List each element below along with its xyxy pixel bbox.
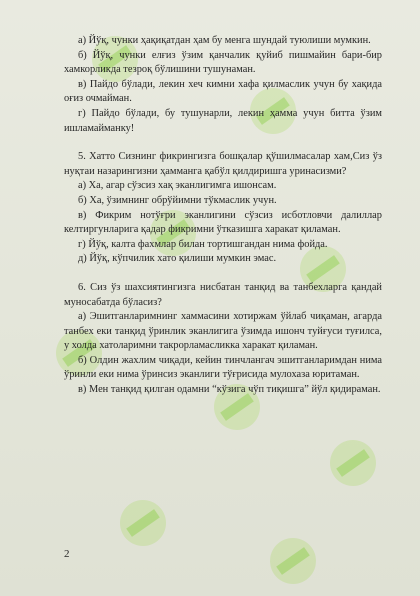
spacer [64, 267, 382, 281]
answer-option: а) Эшитганларимнинг хаммасини хотиржам ўйлаб чиқаман, агарда танбех еки танқид ўринлик эканлигига ўзимда ишонч туйғуси туғилса, у холда хатоларимни такрорламасликка харакат қиламан. [64, 311, 382, 352]
answer-option: г) Пайдо бўлади, бу тушунарли, лекин ҳамма учун битта ўзим ишламайманку! [64, 107, 382, 134]
answer-option: г) Йўқ, калта фахмлар билан тортишгандан нима фойда. [78, 238, 328, 250]
watermark-logo [321, 431, 385, 495]
watermark-logo [111, 491, 175, 555]
answer-option: в) Мен танқид қилган одамни “кўзига чўп тиқишга” йўл қидираман. [78, 384, 381, 396]
page-number: 2 [64, 548, 70, 560]
answer-option: д) Йўқ, кўпчилик хато қилиши мумкин эмас. [78, 253, 277, 265]
answer-option: в) Фикрим нотўғри эканлигини сўзсиз исботловчи далиллар келтиргунларига қадар фикримни ўтказишга харакат қиламан. [64, 209, 382, 236]
answer-option: б) Йўқ, чунки елғиз ўзим қанчалик қуйиб пишмайин бари-бир хамкорликда тезроқ бўлишини тушунаман. [64, 49, 382, 76]
document-body [64, 34, 382, 398]
answer-option: б) Олдин жахлим чиқади, кейин тинчлангач эшитганларимдан нима ўринли еки нима ўринсиз эканлиги тўғрисида мулохаза юритаман. [64, 354, 382, 381]
answer-option: б) Ха, ўзимнинг обрўйимни тўкмаслик учун. [78, 194, 277, 206]
spacer [64, 136, 382, 150]
watermark-logo [261, 529, 325, 593]
question-text: 5. Хатто Сизнинг фикрингизга бошқалар қўшилмасалар хам,Сиз ўз нуқтаи назарингизни ҳамманга қабўл қилдиришга уринасизми? [64, 151, 382, 177]
answer-option: а) Йўқ, чунки ҳақиқатдан ҳам бу менга шундай туюлиши мумкин. [78, 35, 371, 46]
answer-option: в) Пайдо бўлади, лекин хеч кимни хафа қилмаслик учун бу хақида оғиз очмайман. [64, 78, 382, 105]
question-text: 6. Сиз ўз шахсиятингизга нисбатан танқид ва танбехларга қандай муносабатда бўласиз? [64, 281, 382, 308]
answer-option: а) Ха, агар сўзсиз хақ эканлигимга ишонсам. [78, 180, 277, 192]
